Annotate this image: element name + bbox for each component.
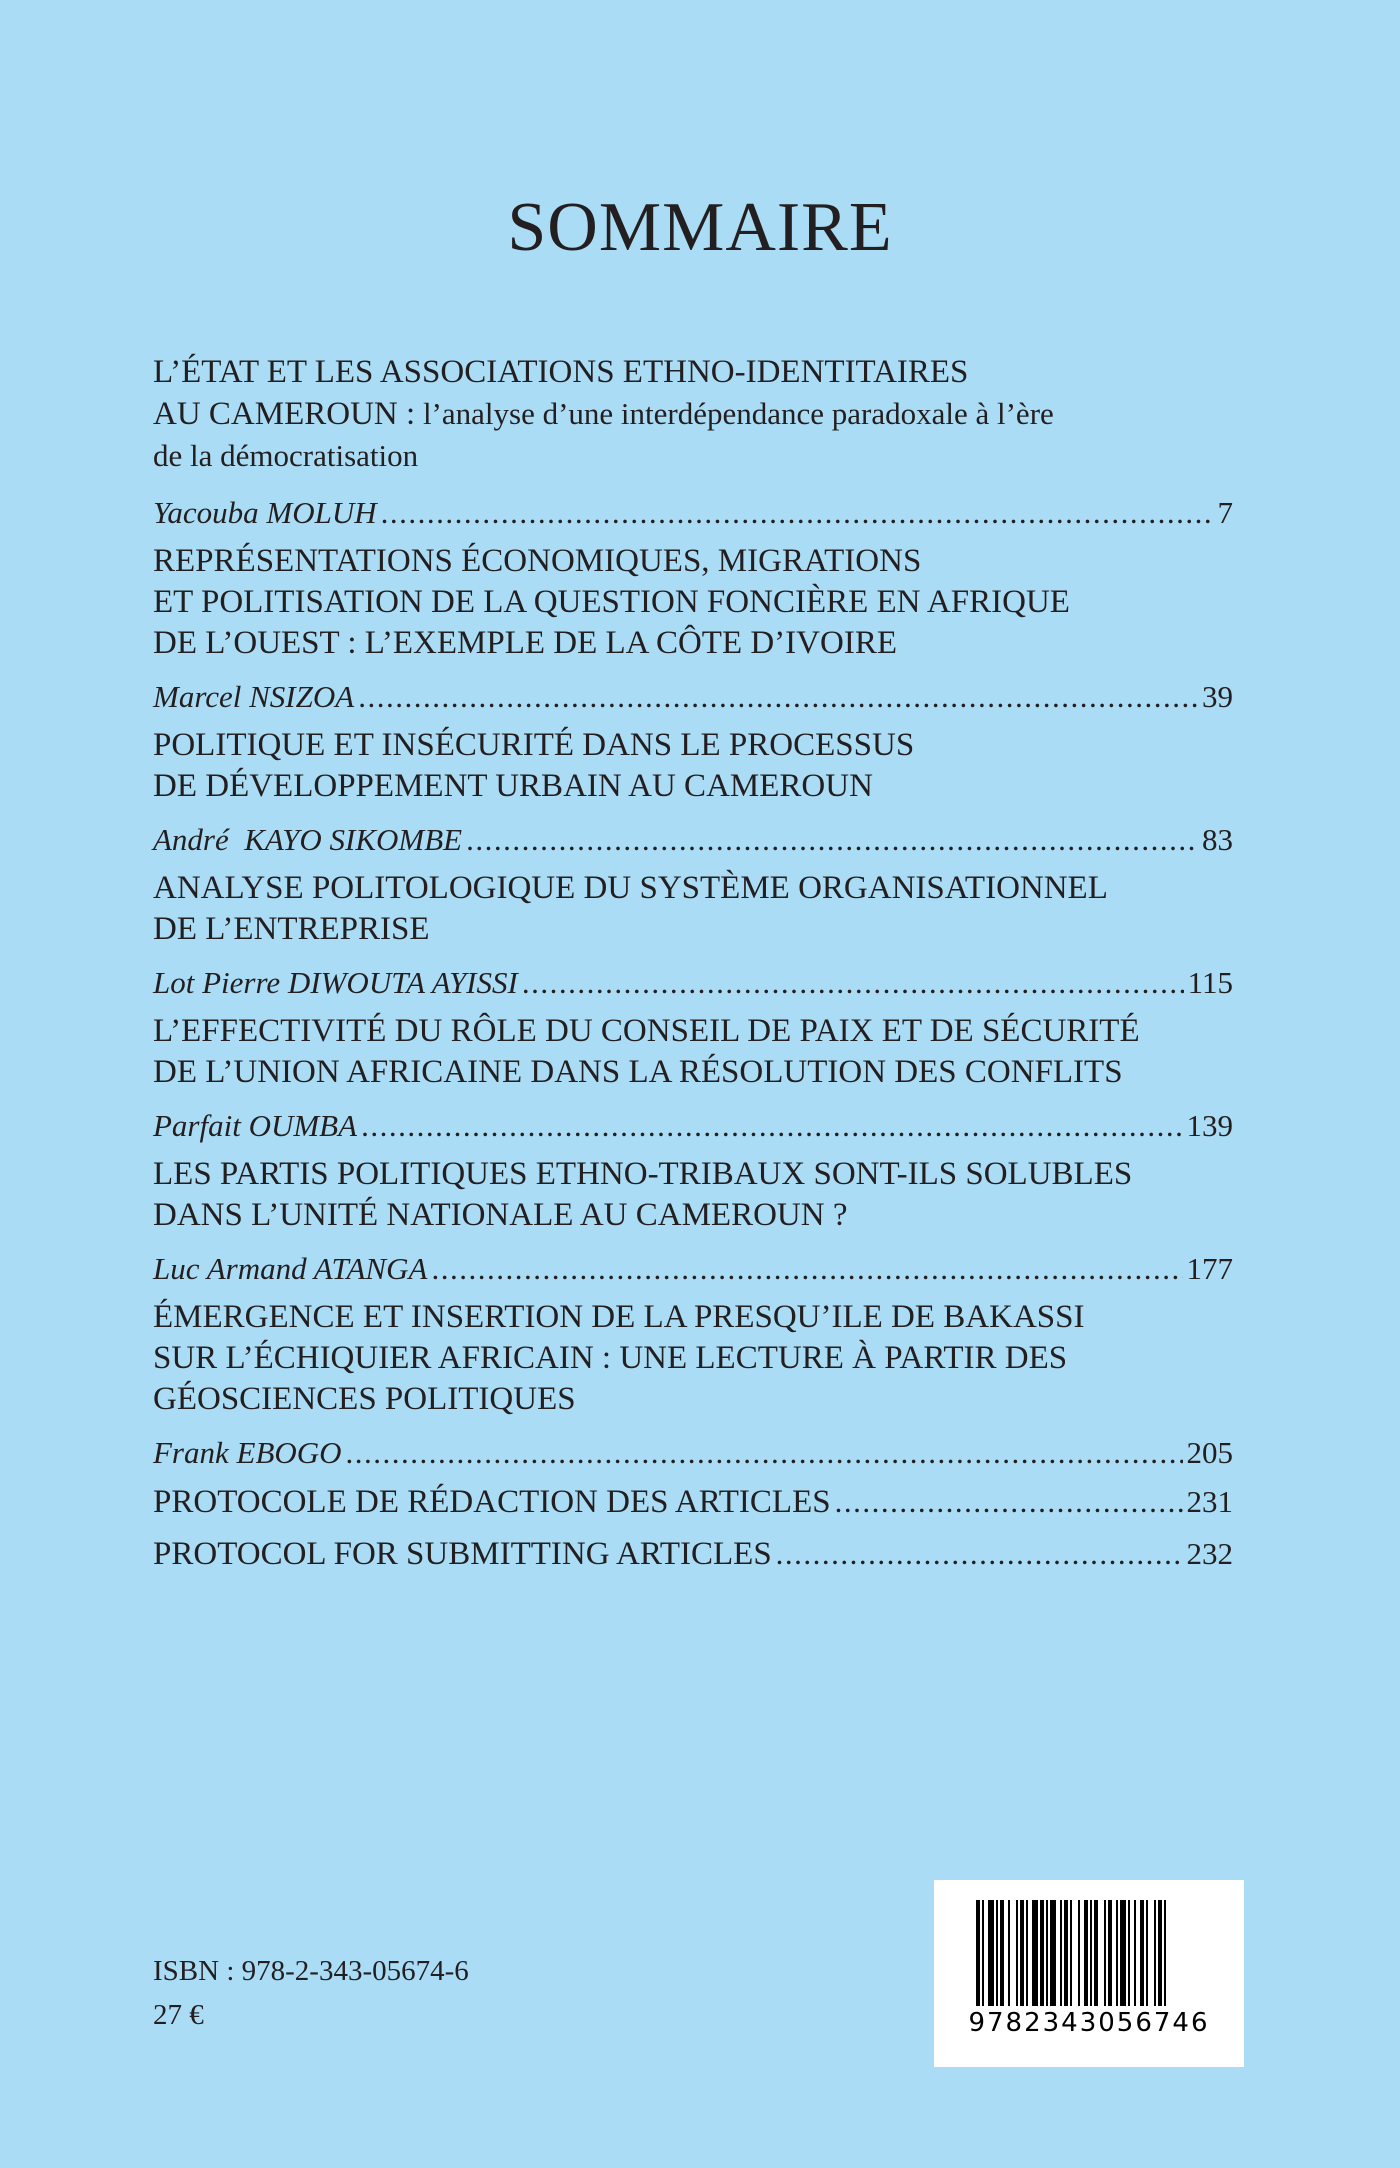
entry-title-tail: de la démocratisation [153, 438, 419, 473]
page-number: 177 [1186, 1251, 1233, 1286]
entry-title [153, 352, 1233, 476]
entry-title-caps: AU CAMEROUN : [153, 396, 416, 432]
page-number: 7 [1217, 495, 1233, 530]
entry-title [153, 725, 1233, 807]
entry-title-line: ÉMERGENCE ET INSERTION DE LA PRESQU’ILE DE BAKASSI [153, 1299, 1085, 1335]
barcode-bars-icon [976, 1900, 1202, 2006]
protocol-label: PROTOCOLE DE RÉDACTION DES ARTICLES [153, 1484, 831, 1520]
entry-title-line: POLITIQUE ET INSÉCURITÉ DANS LE PROCESSUS [153, 727, 915, 763]
dot-leader [776, 1533, 1183, 1574]
dot-leader [346, 1432, 1183, 1473]
barcode-digits: 9782343056746 [968, 2008, 1210, 2038]
entry-title [153, 1154, 1233, 1236]
author-name: André KAYO SIKOMBE [153, 822, 463, 857]
author-row [153, 962, 1233, 1003]
page-number: 232 [1186, 1536, 1233, 1571]
page-title: SOMMAIRE [507, 189, 893, 266]
entry-title [153, 1297, 1233, 1420]
table-of-contents [153, 352, 1233, 1575]
dot-leader [381, 492, 1214, 533]
author-name: Luc Armand ATANGA [153, 1251, 428, 1286]
entry-title-line: DANS L’UNITÉ NATIONALE AU CAMEROUN ? [153, 1197, 848, 1233]
entry-title-line: REPRÉSENTATIONS ÉCONOMIQUES, MIGRATIONS [153, 543, 922, 579]
page-number: 205 [1186, 1435, 1233, 1470]
entry-title-line: L’EFFECTIVITÉ DU RÔLE DU CONSEIL DE PAIX ET DE SÉCURITÉ [153, 1013, 1140, 1049]
entry-title-line: ET POLITISATION DE LA QUESTION FONCIÈRE EN AFRIQUE [153, 584, 1070, 620]
entry-title-line: GÉOSCIENCES POLITIQUES [153, 1381, 576, 1417]
page-number: 231 [1186, 1484, 1233, 1519]
page-number: 83 [1202, 822, 1233, 857]
toc-entry [153, 868, 1233, 1003]
dot-leader [522, 962, 1184, 1003]
page-number: 39 [1202, 679, 1233, 714]
entry-title-line: DE DÉVELOPPEMENT URBAIN AU CAMEROUN [153, 768, 873, 804]
dot-leader [358, 676, 1198, 717]
isbn-text: ISBN : 978-2-343-05674-6 [153, 1955, 469, 1987]
author-name: Parfait OUMBA [153, 1108, 358, 1143]
author-row [153, 1248, 1233, 1289]
author-name: Lot Pierre DIWOUTA AYISSI [153, 965, 518, 1000]
author-row [153, 819, 1233, 860]
author-row [153, 676, 1233, 717]
protocol-label: PROTOCOL FOR SUBMITTING ARTICLES [153, 1536, 772, 1572]
dot-leader [431, 1248, 1182, 1289]
toc-entry [153, 725, 1233, 860]
entry-title [153, 541, 1233, 664]
page-number: 115 [1187, 965, 1233, 1000]
toc-entry [153, 1297, 1233, 1473]
price-text: 27 € [153, 1999, 204, 2031]
entry-title-subtitle: l’analyse d’une interdépendance paradoxale à l’ère [415, 396, 1054, 431]
toc-entry [153, 1154, 1233, 1289]
author-row [153, 1432, 1233, 1473]
entry-title-line: DE L’UNION AFRICAINE DANS LA RÉSOLUTION DES CONFLITS [153, 1054, 1123, 1090]
dot-leader [361, 1105, 1182, 1146]
author-name: Marcel NSIZOA [153, 679, 355, 714]
barcode [934, 1880, 1244, 2067]
entry-title-line: DE L’OUEST : L’EXEMPLE DE LA CÔTE D’IVOIRE [153, 625, 897, 661]
toc-entry [153, 352, 1233, 533]
protocol-row [153, 1533, 1233, 1575]
entry-title [153, 1011, 1233, 1093]
author-name: Frank EBOGO [153, 1435, 342, 1470]
entry-title-line: SUR L’ÉCHIQUIER AFRICAIN : UNE LECTURE À PARTIR DES [153, 1340, 1068, 1376]
toc-entry [153, 1011, 1233, 1146]
protocol-row [153, 1481, 1233, 1523]
entry-title-line: L’ÉTAT ET LES ASSOCIATIONS ETHNO-IDENTITAIRES [153, 354, 969, 390]
entry-title [153, 868, 1233, 950]
entry-title-line: ANALYSE POLITOLOGIQUE DU SYSTÈME ORGANISATIONNEL [153, 870, 1108, 906]
entry-title-line: DE L’ENTREPRISE [153, 911, 430, 947]
entry-title-line: LES PARTIS POLITIQUES ETHNO-TRIBAUX SONT-ILS SOLUBLES [153, 1156, 1133, 1192]
page-number: 139 [1186, 1108, 1233, 1143]
dot-leader [835, 1481, 1183, 1522]
author-row [153, 1105, 1233, 1146]
author-row [153, 492, 1233, 533]
dot-leader [466, 819, 1198, 860]
toc-entry [153, 541, 1233, 717]
author-name: Yacouba MOLUH [153, 495, 377, 530]
